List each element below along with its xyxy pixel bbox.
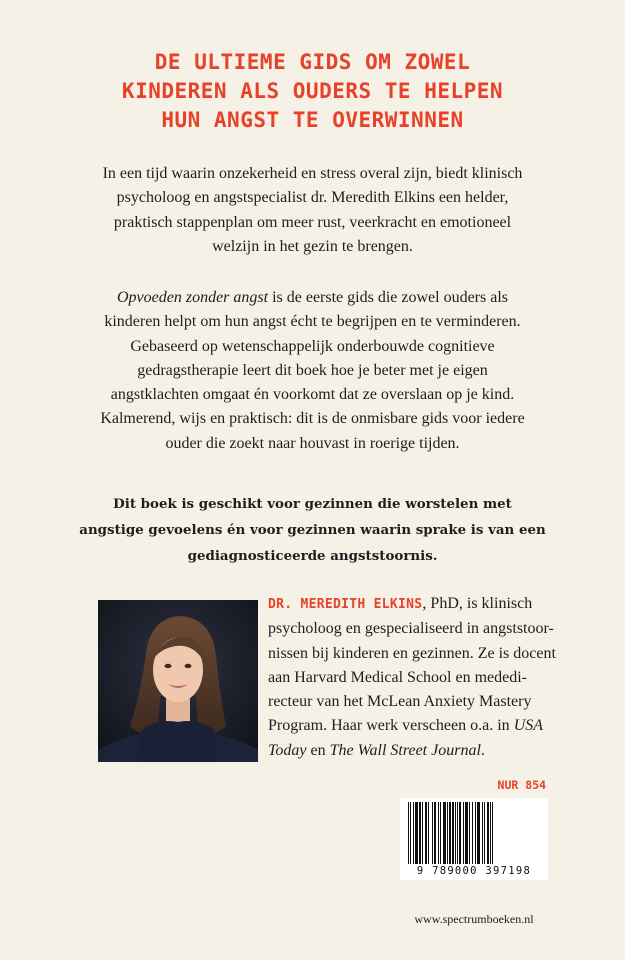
barcode-bar xyxy=(477,802,480,864)
barcode-bar xyxy=(422,802,423,864)
bio-text: Program. Haar werk verscheen o.a. in xyxy=(268,717,510,735)
intro-line: psycholoog en angstspecialist dr. Meredith Elkins een helder, xyxy=(116,189,509,207)
barcode-bar xyxy=(482,802,483,864)
barcode-bar xyxy=(459,802,461,864)
audience-line: angstige gevoelens én voor gezinnen waarin sprake is van een xyxy=(79,522,546,538)
bio-line: nissen bij kinderen en gezinnen. Ze is docent xyxy=(268,644,556,662)
bio-line xyxy=(268,592,568,617)
headline-line: KINDEREN ALS OUDERS TE HELPEN xyxy=(121,79,504,103)
barcode-bar xyxy=(469,802,470,864)
barcode-bar xyxy=(490,802,491,864)
description-text: is de eerste gids die zowel ouders als xyxy=(268,289,509,306)
author-name: DR. MEREDITH ELKINS xyxy=(268,597,423,612)
barcode-bar xyxy=(452,802,454,864)
barcode-bar xyxy=(472,802,473,864)
publication-name: Today xyxy=(268,741,307,759)
barcode-bar xyxy=(419,802,421,864)
intro-line: In een tijd waarin onzekerheid en stress overal zijn, biedt klinisch xyxy=(102,165,523,182)
bio-line: aan Harvard Medical School en mededi- xyxy=(268,668,528,686)
bio-text: en xyxy=(306,741,330,759)
intro-paragraph xyxy=(78,162,547,259)
barcode-bar xyxy=(475,802,476,864)
headline-line: HUN ANGST TE OVERWINNEN xyxy=(161,108,464,132)
author-photo xyxy=(98,600,258,762)
bio-line xyxy=(268,714,568,738)
description-line: kinderen helpt om hun angst écht te begrijpen en te verminderen. xyxy=(104,313,521,331)
bio-line: psycholoog en gespecialiseerd in angststoor- xyxy=(268,620,554,638)
barcode-bar xyxy=(447,802,448,864)
intro-line: praktisch stappenplan om meer rust, veerkracht en emotioneel xyxy=(113,213,512,231)
description-line: Gebaseerd op wetenschappelijk onderbouwde cognitieve xyxy=(130,337,495,355)
barcode-bar xyxy=(415,802,418,864)
barcode-bar xyxy=(463,802,464,864)
barcode-bar xyxy=(432,802,433,864)
barcode-bar xyxy=(492,802,493,864)
barcode-bars xyxy=(400,798,548,866)
barcode-bar xyxy=(425,802,427,864)
publication-name: The Wall Street Journal xyxy=(329,741,481,759)
barcode-bar xyxy=(457,802,458,864)
intro-line: welzijn in het gezin te brengen. xyxy=(212,237,413,255)
nur-code: NUR 854 xyxy=(497,778,546,792)
bio-line: recteur van het McLean Anxiety Mastery xyxy=(268,693,532,711)
barcode-bar xyxy=(428,802,429,864)
headline-line: DE ULTIEME GIDS OM ZOWEL xyxy=(154,50,471,74)
barcode-bar xyxy=(434,802,436,864)
bio-text: . xyxy=(480,741,485,759)
description-line: gedragstherapie leert dit boek hoe je beter met je eigen xyxy=(137,361,488,379)
barcode-bar xyxy=(410,802,411,864)
book-title: Opvoeden zonder angst xyxy=(116,289,269,306)
barcode-bar xyxy=(449,802,451,864)
barcode-bar xyxy=(455,802,456,864)
barcode-bar xyxy=(443,802,446,864)
headline xyxy=(0,48,625,135)
author-bio xyxy=(268,592,568,763)
description-paragraph xyxy=(78,286,547,456)
barcode-bar xyxy=(484,802,485,864)
barcode-bar xyxy=(487,802,489,864)
publisher-website[interactable]: www.spectrumboeken.nl xyxy=(414,912,534,926)
barcode-bar xyxy=(413,802,414,864)
audience-line: Dit boek is geschikt voor gezinnen die worstelen met xyxy=(113,496,512,512)
description-line xyxy=(78,286,547,310)
description-line: Kalmerend, wijs en praktisch: dit is de onmisbare gids voor iedere xyxy=(100,410,525,428)
barcode-bar xyxy=(408,802,409,864)
barcode-bar xyxy=(438,802,439,864)
bio-text: , PhD, is klinisch xyxy=(422,595,533,612)
publication-name: USA xyxy=(513,717,544,735)
isbn-number: 9 789000 397198 xyxy=(400,865,548,877)
barcode-bar xyxy=(440,802,441,864)
barcode xyxy=(400,798,548,880)
description-line: ouder die zoekt naar houvast in roerige tijden. xyxy=(165,434,460,452)
audience-paragraph xyxy=(78,491,547,569)
audience-line: gediagnosticeerde angststoornis. xyxy=(187,548,438,564)
bio-line xyxy=(268,739,568,763)
barcode-bar xyxy=(465,802,468,864)
description-line: angstklachten omgaat én voorkomt dat ze overslaan op je kind. xyxy=(110,386,515,404)
